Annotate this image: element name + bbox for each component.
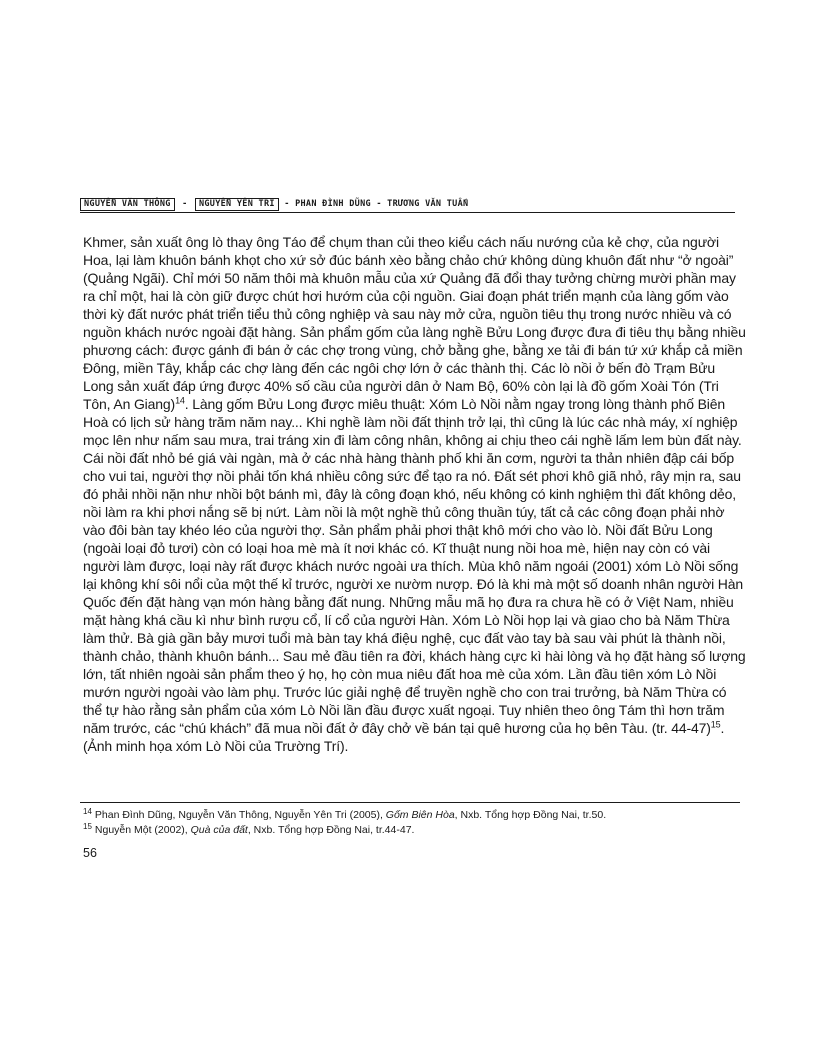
footnote-text: Phan Đình Dũng, Nguyễn Văn Thông, Nguyễn Yên Tri (2005),: [94, 809, 386, 821]
author-names-rest: - PHAN ĐÌNH DŨNG - TRƯƠNG VĂN TUẤN: [284, 199, 469, 209]
footnote-number: 15: [83, 821, 92, 831]
footnote-ref-14: 14: [175, 395, 185, 406]
body-text-part-2: . Làng gốm Bửu Long được miêu thuật: Xóm Lò Nồi nằm ngay trong lòng thành phố Biên Hoà có lịch sử hàng trăm năm nay... Khi nghề làm nồi đất thịnh trở lại, thì cũng là lúc các nhà máy, xí nghiệp mọc lên như nấm sau mưa, trai tráng xin đi làm công nhân, không ai chịu theo cái nghề lấm lem bùn đất này. Cái nồi đất nhỏ bé giá vài ngàn, mà ở các nhà hàng thành phố khi ăn cơm, người ta thản nhiên đập cái bốp cho vui tai, người thợ nồi phải tốn khá nhiều công sức để tạo ra nó. Đất sét phơi khô giã nhỏ, rây mịn ra, sau đó phải nhồi nặn như nhồi bột bánh mì, đây là công đoạn khó, nếu không có kinh nghiệm thì đất không dẻo, nồi làm ra khi phơi nắng sẽ bị nứt. Làm nồi là một nghề thủ công thuần túy, tất cả các công đoạn phải nhờ vào đôi bàn tay khéo léo của người thợ. Sản phẩm phải phơi thật khô mới cho vào lò. Nồi đất Bửu Long (ngoài loại đỏ tươi) còn có loại hoa mè mà ít nơi khác có. Kĩ thuật nung nồi hoa mè, hiện nay còn có vài người làm được, loại này rất được khách nước ngoài ưa thích. Mùa khô năm ngoái (2001) xóm Lò Nồi sống lại không khí sôi nổi của một thế kỉ trước, người xe nườm nượp. Đó là khi mà một số doanh nhân người Hàn Quốc đến đặt hàng vạn món hàng bằng đất nung. Những mẫu mã họ đưa ra chưa hề có ở Việt Nam, nhiều mặt hàng khá cầu kì như bình rượu cổ, lí cổ của người Hàn. Xóm Lò Nồi họp lại và giao cho bà Năm Thừa làm thử. Bà già gần bảy mươi tuổi mà bàn tay khá điệu nghệ, cục đất vào tay bà sau vài phút là thành nồi, thành chảo, thành khuôn bánh... Sau mẻ đầu tiên ra đời, khách hàng cực kì hài lòng và họ đặt hàng số lượng lớn, tất nhiên ngoài sản phẩm theo ý họ, họ còn mua niêu đất hoa mè của xóm. Lần đầu tiên xóm Lò Nồi mướn người ngoài vào làm phụ. Trước lúc giải nghệ để truyền nghề cho con trai trưởng, bà Năm Thừa có thể tự hào rằng sản phẩm của xóm Lò Nồi lần đầu được xuất ngoại. Tuy nhiên theo ông Tám thì hơn trăm năm trước, các “chú khách” đã mua nồi đất ở đây chở về bán tại quê hương của họ bên Tàu. (tr. 44-47): [83, 396, 746, 736]
footnote-book-title: Quà của đất: [190, 824, 248, 836]
body-paragraph: [83, 233, 746, 755]
footnote-book-title: Gốm Biên Hòa: [385, 809, 455, 821]
footnote-publisher: , Nxb. Tổng hợp Đồng Nai, tr.44-47.: [247, 824, 415, 836]
running-head: [80, 198, 735, 212]
footnote-text: Nguyễn Một (2002),: [94, 824, 191, 836]
footnote-rule: [80, 802, 740, 803]
footnotes: [83, 808, 733, 838]
footnote-ref-15: 15: [710, 719, 721, 730]
author-separator: -: [182, 199, 188, 209]
page-number: 56: [83, 846, 97, 860]
author-name-2: NGUYỄN YÊN TRI: [195, 198, 279, 211]
footnote-14: [83, 808, 733, 823]
body-text-part-1: Khmer, sản xuất ông lò thay ông Táo để chụm than củi theo kiểu cách nấu nướng của kẻ chợ, của người Hoa, lại làm khuôn bánh khọt cho xứ sở đúc bánh xèo bằng chảo chứ không dùng khuôn đất như “ở ngoài” (Quảng Ngãi). Chỉ mới 50 năm thôi mà khuôn mẫu của xứ Quảng đã đổi thay tưởng chừng mười phần may ra chỉ một, hai là còn giữ được chút hơi hướm của cội nguồn. Giai đoạn phát triển mạnh của làng gốm vào thời kỳ đất nước phát triển tiểu thủ công nghiệp và sau này mở cửa, nguồn tiêu thụ trong nước nhiều và có nguồn khách nước ngoài đặt hàng. Sản phẩm gốm của làng nghề Bửu Long được đưa đi tiêu thụ bằng nhiều phương cách: được gánh đi bán ở các chợ trong vùng, chở bằng ghe, bằng xe tải đi bán tứ xứ khắp cả miền Đông, miền Tây, khắp các chợ làng đến các ngôi chợ lớn ở các thành thị. Các lò nồi ở bến đò Trạm Bửu Long sản xuất đáp ứng được 40% số cầu của người dân ở Nam Bộ, 60% còn lại là đồ gốm Xoài Tón (Tri Tôn, An Giang): [83, 234, 746, 412]
author-name-1: NGUYỄN VĂN THÔNG: [80, 198, 175, 211]
body-text-part-3: . (Ảnh minh họa xóm Lò Nồi của Trường Trí).: [83, 720, 725, 754]
footnote-15: [83, 823, 733, 838]
footnote-number: 14: [83, 806, 92, 816]
footnote-publisher: , Nxb. Tổng hợp Đồng Nai, tr.50.: [454, 809, 607, 821]
header-rule: [80, 212, 735, 213]
